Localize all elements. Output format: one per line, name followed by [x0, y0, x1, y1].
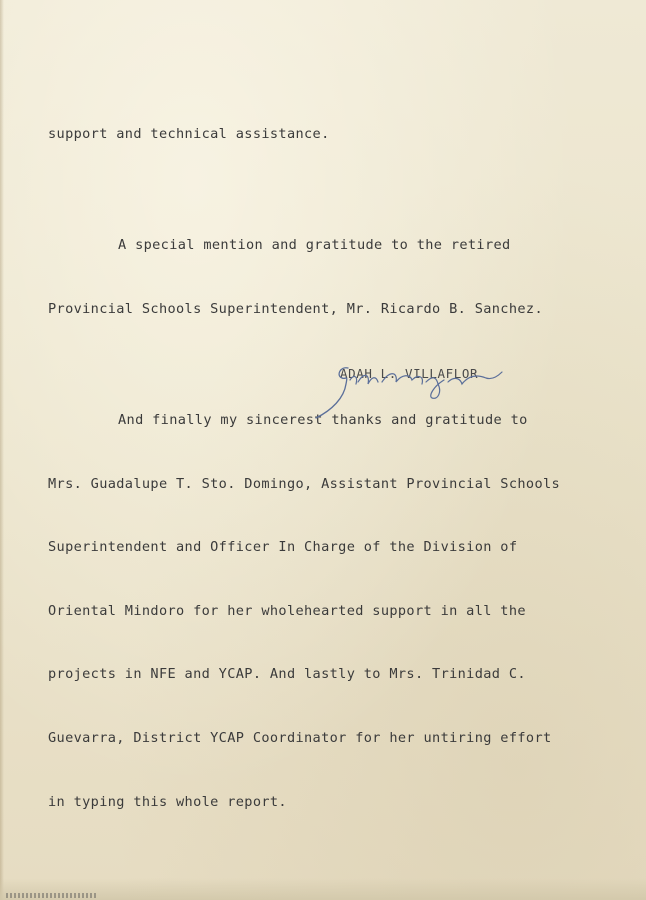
signature-block: [310, 362, 530, 432]
text-line: Mrs. Guadalupe T. Sto. Domingo, Assistant Provincial Schools: [48, 475, 561, 492]
text-line: in typing this whole report.: [48, 793, 287, 810]
document-body: [48, 82, 608, 855]
text-line: projects in NFE and YCAP. And lastly to Mrs. Trinidad C.: [48, 666, 526, 683]
text-line: A special mention and gratitude to the retired: [118, 237, 511, 254]
text-line: Oriental Mindoro for her wholehearted support in all the: [48, 602, 526, 619]
paper-edge-left: [0, 0, 4, 900]
scan-footer-mark: [6, 893, 96, 898]
text-line: support and technical assistance.: [48, 126, 330, 143]
signatory-name: ADAH L. VILLAFLOR: [340, 366, 479, 381]
text-line: Guevarra, District YCAP Coordinator for her untiring effort: [48, 729, 552, 746]
paper-edge-bottom: [0, 878, 646, 900]
text-line: And finally my sincerest thanks and gratitude to: [118, 412, 528, 428]
handwritten-signature: [310, 362, 510, 424]
text-line: Superintendent and Officer In Charge of the Division of: [48, 539, 518, 556]
text-line: Provincial Schools Superintendent, Mr. Ricardo B. Sanchez.: [48, 301, 543, 317]
